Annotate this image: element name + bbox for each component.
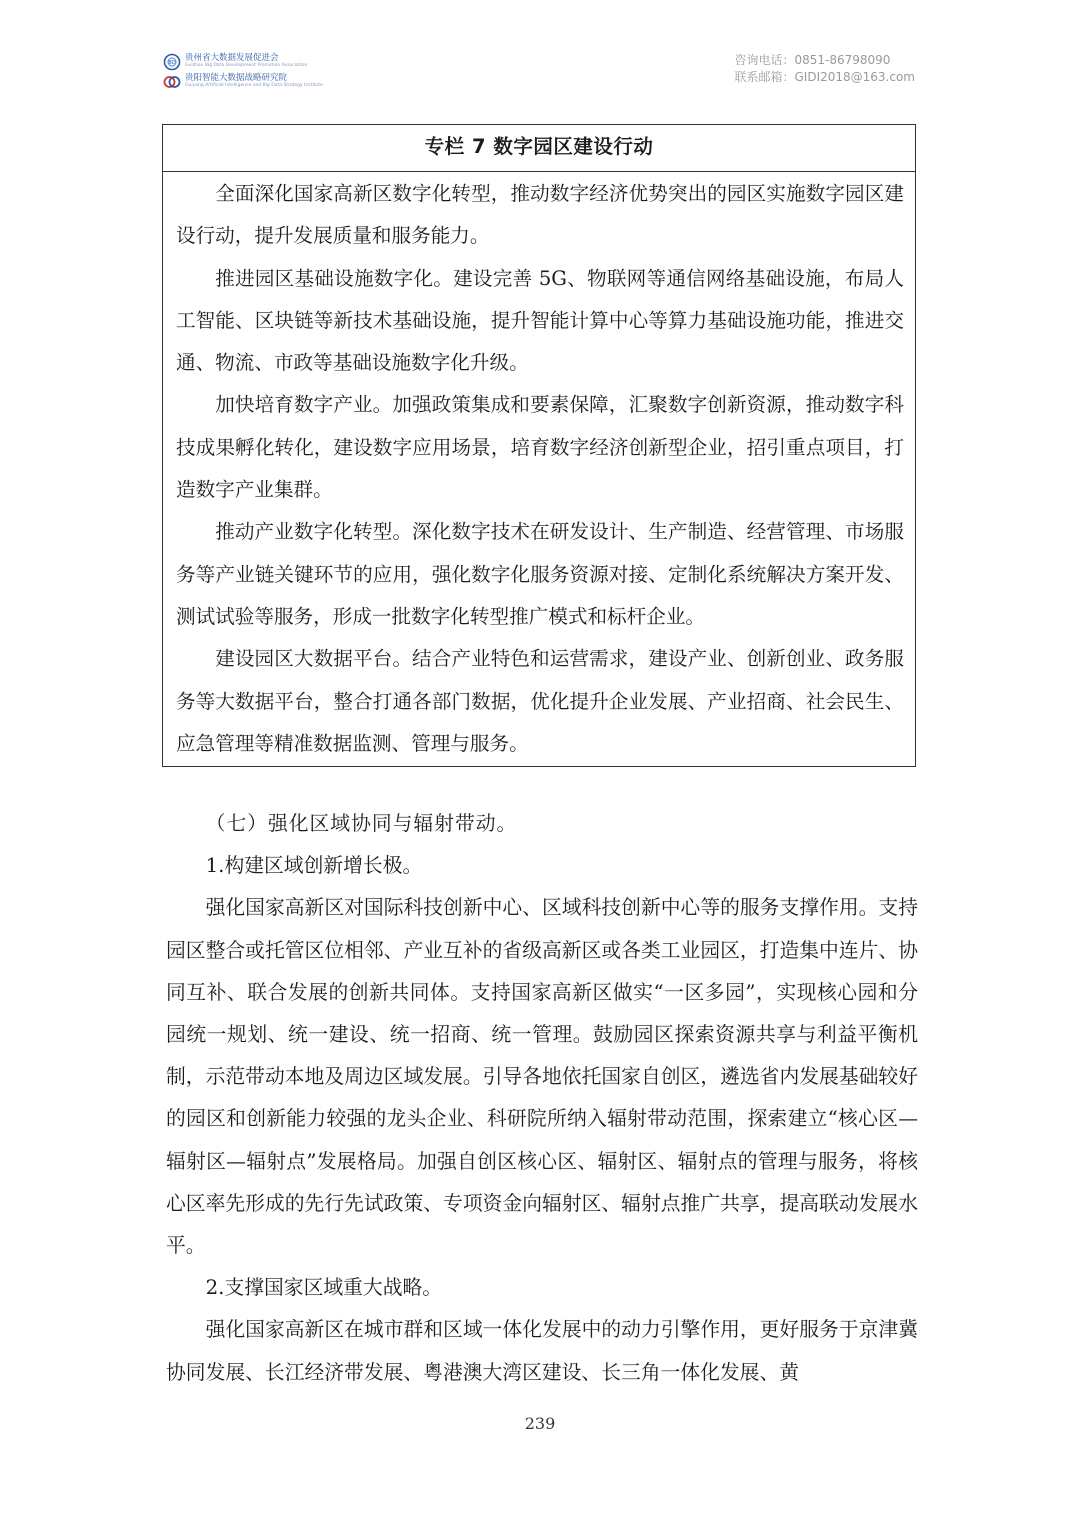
column-paragraph: 加快培育数字产业。加强政策集成和要素保障，汇聚数字创新资源，推动数字科技成果孵化转化，建设数字应用场景，培育数字经济创新型企业，招引重点项目，打造数字产业集群。 — [176, 393, 904, 502]
column-paragraph: 推动产业数字化转型。深化数字技术在研发设计、生产制造、经营管理、市场服务等产业链关键环节的应用，强化数字化服务资源对接、定制化系统解决方案开发、测试试验等服务，形成一批数字化转型推广模式和标杆企业。 — [176, 520, 904, 628]
contact-phone: 咨询电话：0851-86798090 — [734, 53, 891, 67]
column-box-body — [176, 173, 904, 765]
column-paragraph: 推进园区基础设施数字化。建设完善 5G、物联网等通信网络基础设施，布局人工智能、区块链等新技术基础设施，提升智能计算中心等算力基础设施功能，推进交通、物流、市政等基础设施数字化升级。 — [176, 266, 904, 375]
column-paragraph: 全面深化国家高新区数字化转型，推动数字经济优势突出的园区实施数字园区建设行动，提升发展质量和服务能力。 — [176, 182, 904, 248]
main-text — [166, 803, 918, 1394]
subsection-heading: 1.构建区域创新增长极。 — [205, 854, 423, 878]
logo-strategy-institute — [163, 73, 333, 93]
organization-logos — [163, 50, 333, 94]
column-box — [162, 124, 916, 767]
contact-info — [734, 52, 915, 86]
logo-subtitle: Guizhou Big Data Development Promotion Association — [185, 63, 308, 68]
page-header — [0, 0, 1080, 100]
body-paragraph: 强化国家高新区对国际科技创新中心、区域科技创新中心等的服务支撑作用。支持园区整合或托管区位相邻、产业互补的省级高新区或各类工业园区，打造集中连片、协同互补、联合发展的创新共同体。支持国家高新区做实“一区多园”，实现核心园和分园统一规划、统一建设、统一招商、统一管理。鼓励园区探索资源共享与利益平衡机制，示范带动本地及周边区域发展。引导各地依托国家自创区，遴选省内发展基础较好的园区和创新能力较强的龙头企业、科研院所纳入辐射带动范围，探索建立“核心区—辐射区—辐射点”发展格局。加强自创区核心区、辐射区、辐射点的管理与服务，将核心区率先形成的先行先试政策、专项资金向辐射区、辐射点推广共享，提高联动发展水平。 — [166, 896, 918, 1258]
svg-text:BD: BD — [168, 60, 176, 66]
column-paragraph: 建设园区大数据平台。结合产业特色和运营需求，建设产业、创新创业、政务服务等大数据平台，整合打通各部门数据，优化提升企业发展、产业招商、社会民生、应急管理等精准数据监测、管理与服务。 — [176, 647, 904, 755]
logo-subtitle: Guiyang Artificial Intelligence and Big Data Strategy Institute — [185, 83, 323, 88]
column-box-title: 专栏 7 数字园区建设行动 — [163, 125, 915, 172]
section-heading: （七）强化区域协同与辐射带动。 — [205, 812, 518, 835]
logo-name: 贵州省大数据发展促进会 — [185, 53, 279, 63]
body-paragraph: 强化国家高新区在城市群和区域一体化发展中的动力引擎作用，更好服务于京津冀协同发展、长江经济带发展、粤港澳大湾区建设、长三角一体化发展、黄 — [166, 1318, 918, 1384]
institute-logo-icon — [163, 73, 181, 91]
logo-bigdata-association — [163, 53, 333, 73]
logo-name: 贵阳智能大数据战略研究院 — [185, 73, 288, 83]
page-number: 239 — [524, 1414, 556, 1433]
association-logo-icon — [163, 53, 181, 71]
subsection-heading: 2.支撑国家区域重大战略。 — [205, 1276, 443, 1300]
contact-email: 联系邮箱：GIDI2018@163.com — [734, 70, 915, 84]
